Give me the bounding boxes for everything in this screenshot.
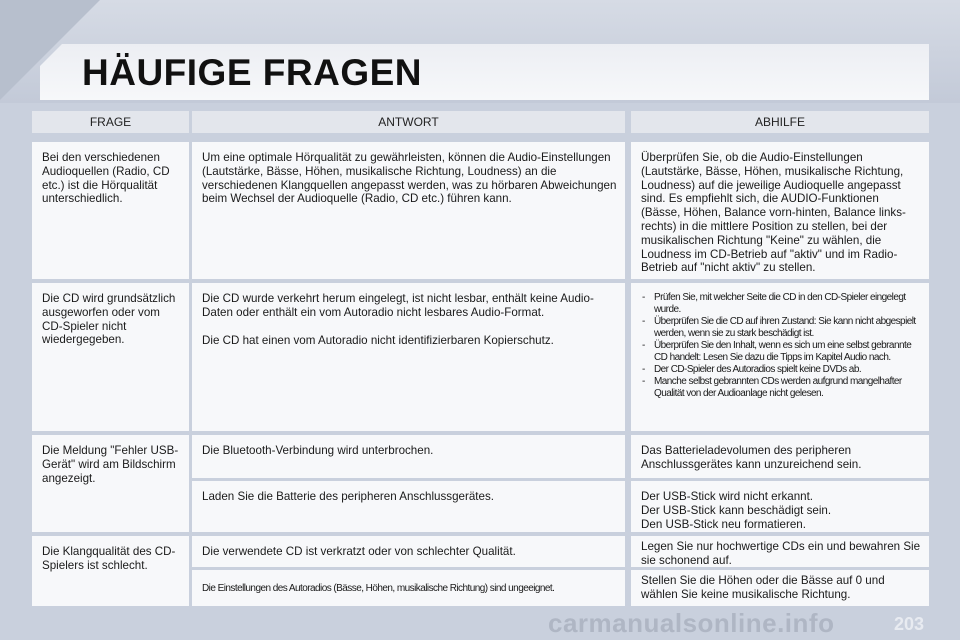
list-item: - Der CD-Spieler des Autoradios spielt keine DVDs ab. xyxy=(641,364,921,376)
row4-abhilfe-2: Stellen Sie die Höhen oder die Bässe auf 0 und wählen Sie keine musikalische Richtung. xyxy=(631,570,929,606)
row3-antwort-2: Laden Sie die Batterie des peripheren Anschlussgerätes. xyxy=(192,481,625,532)
row2-antwort xyxy=(192,283,625,431)
list-item: - Manche selbst gebrannten CDs werden aufgrund mangelhafter Qualität von der Audioanlage nicht gelesen. xyxy=(641,376,921,400)
watermark: carmanualsonline.info xyxy=(548,608,835,638)
row2-abhilfe xyxy=(631,283,929,431)
row1-antwort: Um eine optimale Hörqualität zu gewährleisten, können die Audio-Einstellungen (Lautstärke, Bässe, Höhen, musikalische Richtung, Loudness) an die verschiedenen Klangquellen angepasst werden, was zu hörbaren Abweichungen beim Wechsel der Audioquelle (Radio, CD etc.) führen kann. xyxy=(192,142,625,279)
row3-frage: Die Meldung "Fehler USB-Gerät" wird am Bildschirm angezeigt. xyxy=(32,435,189,532)
row1-abhilfe: Überprüfen Sie, ob die Audio-Einstellungen (Lautstärke, Bässe, Höhen, musikalische Richtung, Loudness) auf die jeweilige Audioquelle angepasst sind. Es empfiehlt sich, die AUDIO-Funktionen (Bässe, Höhen, Balance vorn-hinten, Balance links-rechts) in die mittlere Position zu stellen, bei der musikalischen Richtung "Keine" zu wählen, die Loudness im CD-Betrieb auf "aktiv" und im Radio-Betrieb auf "nicht aktiv" zu stellen. xyxy=(631,142,929,279)
page-number: 203 xyxy=(893,614,924,634)
list-item: - Überprüfen Sie den Inhalt, wenn es sich um eine selbst gebrannte CD handelt: Lesen Sie dazu die Tipps im Kapitel Audio nach. xyxy=(641,340,921,364)
row2-frage: Die CD wird grundsätzlich ausgeworfen oder vom CD-Spieler nicht wiedergegeben. xyxy=(32,283,189,431)
row3-abhilfe-1: Das Batterieladevolumen des peripheren Anschlussgerätes kann unzureichend sein. xyxy=(631,435,929,478)
row4-abhilfe-1: Legen Sie nur hochwertige CDs ein und bewahren Sie sie schonend auf. xyxy=(631,536,929,567)
row2-abhilfe-list xyxy=(641,292,921,400)
row2-antwort-paragraph-1: Die CD wurde verkehrt herum eingelegt, ist nicht lesbar, enthält keine Audio-Daten oder enthält ein vom Autoradio nicht lesbares Audio-Format. xyxy=(202,292,594,319)
row3-antwort-1: Die Bluetooth-Verbindung wird unterbrochen. xyxy=(192,435,625,478)
page-title: HÄUFIGE FRAGEN xyxy=(82,52,422,93)
row3-abhilfe-2: Der USB-Stick wird nicht erkannt. Der USB-Stick kann beschädigt sein. Den USB-Stick neu formatieren. xyxy=(631,481,929,532)
list-item: - Prüfen Sie, mit welcher Seite die CD in den CD-Spieler eingelegt wurde. xyxy=(641,292,921,316)
column-header-abhilfe: ABHILFE xyxy=(631,111,929,133)
row1-frage: Bei den verschiedenen Audioquellen (Radio, CD etc.) ist die Hörqualität unterschiedlich. xyxy=(32,142,189,279)
column-header-antwort: ANTWORT xyxy=(192,111,625,133)
column-header-frage: FRAGE xyxy=(32,111,189,133)
list-item: - Überprüfen Sie die CD auf ihren Zustand: Sie kann nicht abgespielt werden, wenn sie zu stark beschädigt ist. xyxy=(641,316,921,340)
row2-antwort-paragraph-2: Die CD hat einen vom Autoradio nicht identifizierbaren Kopierschutz. xyxy=(202,333,554,347)
row4-frage: Die Klangqualität des CD-Spielers ist schlecht. xyxy=(32,536,189,606)
row4-antwort-2: Die Einstellungen des Autoradios (Bässe, Höhen, musikalische Richtung) sind ungeeignet. xyxy=(192,570,625,606)
row4-antwort-1: Die verwendete CD ist verkratzt oder von schlechter Qualität. xyxy=(192,536,625,567)
